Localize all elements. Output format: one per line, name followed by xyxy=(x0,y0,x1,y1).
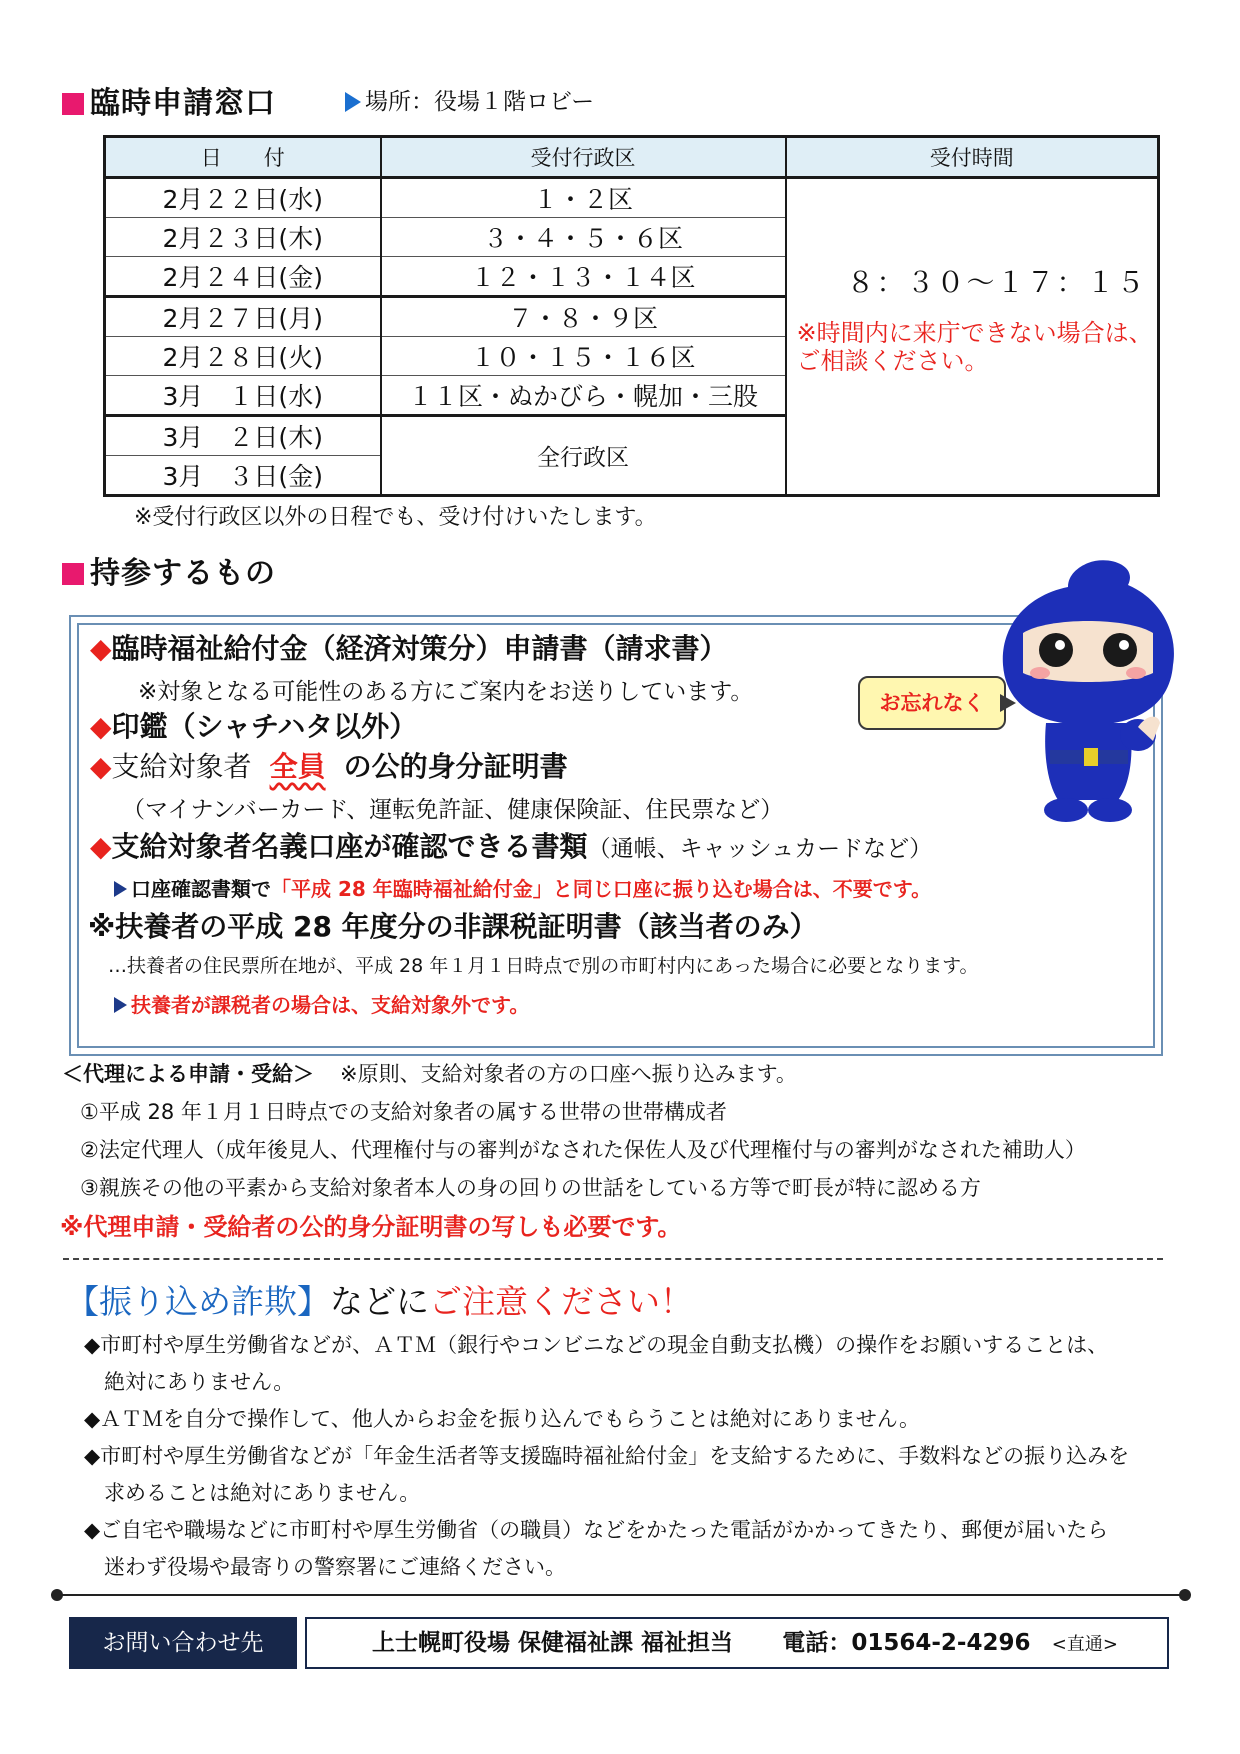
table-header-row xyxy=(105,137,1159,178)
date-cell: 3月 ３日(金) xyxy=(105,456,381,496)
time-range: ８：３０～１７：１５ xyxy=(846,266,1147,299)
date-cell: 2月２４日(金) xyxy=(105,257,381,297)
square-bullet-icon xyxy=(62,563,84,585)
proxy-warning: ※代理申請・受給者の公的身分証明書の写しも必要です。 xyxy=(60,1213,682,1241)
scam-item: 迷わず役場や最寄りの警察署にご連絡ください。 xyxy=(104,1555,566,1579)
district-cell: １１区・ぬかびら・幌加・三股 xyxy=(381,376,786,416)
contact-phone: 電話：01564-2-4296 xyxy=(782,1630,1031,1656)
date-cell: 2月２７日(月) xyxy=(105,297,381,337)
triangle-right-icon xyxy=(114,881,127,897)
diamond-bullet-icon: ◆ xyxy=(90,750,112,783)
contact-direct: <直通> xyxy=(1051,1634,1118,1655)
scam-item: ◆ＡＴＭを自分で操作して、他人からお金を振り込んでもらうことは絶対にありません。 xyxy=(84,1407,920,1431)
district-cell: ７・８・９区 xyxy=(381,297,786,337)
district-cell: ３・４・５・６区 xyxy=(381,218,786,257)
section-title-bring: 持参するもの xyxy=(62,548,276,592)
diamond-bullet-icon: ◆ xyxy=(90,632,112,665)
time-note: ※時間内に来庁できない場合は、ご相談ください。 xyxy=(796,319,1153,375)
contact-info xyxy=(305,1617,1169,1669)
header-district: 受付行政区 xyxy=(381,137,786,178)
date-cell: 2月２２日(水) xyxy=(105,178,381,218)
scam-title: 【振り込め詐欺】などにご注意ください！ xyxy=(66,1282,693,1321)
scam-item: ◆市町村や厚生労働省などが「年金生活者等支援臨時福祉給付金」を支給するために、手数料などの振り込みを xyxy=(84,1444,1130,1468)
footer-divider xyxy=(57,1594,1185,1596)
scam-item: 絶対にありません。 xyxy=(104,1370,295,1394)
schedule-table xyxy=(103,135,1160,497)
date-cell: 2月２８日(火) xyxy=(105,337,381,376)
scam-item: ◆ご自宅や職場などに市町村や厚生労働省（の職員）などをかたった電話がかかってきたり、郵便が届いたら xyxy=(84,1518,1109,1542)
item-tax-certificate: ※扶養者の平成 28 年度分の非課税証明書（該当者のみ） xyxy=(88,910,818,943)
table-row xyxy=(105,178,1159,218)
item-application-form: ◆臨時福祉給付金（経済対策分）申請書（請求書） xyxy=(90,632,728,665)
header-time: 受付時間 xyxy=(786,137,1159,178)
item-bank-account: ◆支給対象者名義口座が確認できる書類（通帳、キャッシュカードなど） xyxy=(90,830,933,863)
item-bank-note: 口座確認書類で「平成 28 年臨時福祉給付金」と同じ口座に振り込む場合は、不要です。 xyxy=(114,873,931,902)
section-title-window: 臨時申請窓口 xyxy=(62,78,276,122)
date-cell: 2月２３日(木) xyxy=(105,218,381,257)
proxy-item: ②法定代理人（成年後見人、代理権付与の審判がなされた保佐人及び代理権付与の審判がなされた補助人） xyxy=(80,1138,1086,1162)
district-cell: １・２区 xyxy=(381,178,786,218)
district-cell: 全行政区 xyxy=(381,416,786,496)
square-bullet-icon xyxy=(62,93,84,115)
dashed-divider xyxy=(63,1258,1163,1260)
triangle-right-icon xyxy=(345,92,361,112)
date-cell: 3月 １日(水) xyxy=(105,376,381,416)
contact-label: お問い合わせ先 xyxy=(69,1617,297,1669)
header-date: 日 付 xyxy=(105,137,381,178)
triangle-right-icon xyxy=(114,997,127,1013)
proxy-item: ③親族その他の平素から支給対象者本人の身の回りの世話をしている方等で町長が特に認める方 xyxy=(80,1176,981,1200)
item-seal: ◆印鑑（シャチハタ以外） xyxy=(90,710,418,743)
item-tax-note: …扶養者の住民票所在地が、平成 28 年１月１日時点で別の市町村内にあった場合に必要となります。 xyxy=(108,955,979,977)
ninja-mascot-icon xyxy=(988,555,1188,830)
divider-dot xyxy=(1179,1589,1191,1601)
scam-item: 求めることは絶対にありません。 xyxy=(104,1481,421,1505)
item-id-note: （マイナンバーカード、運転免許証、健康保険証、住民票など） xyxy=(122,797,784,823)
table-note: ※受付行政区以外の日程でも、受け付けいたします。 xyxy=(134,505,657,530)
item-application-note: ※対象となる可能性のある方にご案内をお送りしています。 xyxy=(138,679,754,705)
diamond-bullet-icon: ◆ xyxy=(90,710,112,743)
scam-item: ◆市町村や厚生労働省などが、ＡＴＭ（銀行やコンビニなどの現金自動支払機）の操作をお願いすることは、 xyxy=(84,1333,1109,1357)
proxy-item: ①平成 28 年１月１日時点での支給対象者の属する世帯の世帯構成者 xyxy=(80,1100,727,1124)
proxy-header: ＜代理による申請・受給＞ ※原則、支給対象者の方の口座へ振り込みます。 xyxy=(62,1062,797,1086)
diamond-bullet-icon: ◆ xyxy=(90,830,112,863)
contact-org: 上士幌町役場 保健福祉課 福祉担当 xyxy=(372,1630,734,1656)
item-id-proof: ◆支給対象者 全員 の公的身分証明書 xyxy=(90,750,568,783)
date-cell: 3月 ２日(木) xyxy=(105,416,381,456)
district-cell: １２・１３・１４区 xyxy=(381,257,786,297)
reminder-bubble: お忘れなく xyxy=(858,676,1006,730)
time-cell xyxy=(786,178,1159,496)
district-cell: １０・１５・１６区 xyxy=(381,337,786,376)
location-label: 場所：役場１階ロビー xyxy=(345,83,594,116)
item-tax-warning: 扶養者が課税者の場合は、支給対象外です。 xyxy=(114,989,529,1018)
divider-dot xyxy=(51,1589,63,1601)
